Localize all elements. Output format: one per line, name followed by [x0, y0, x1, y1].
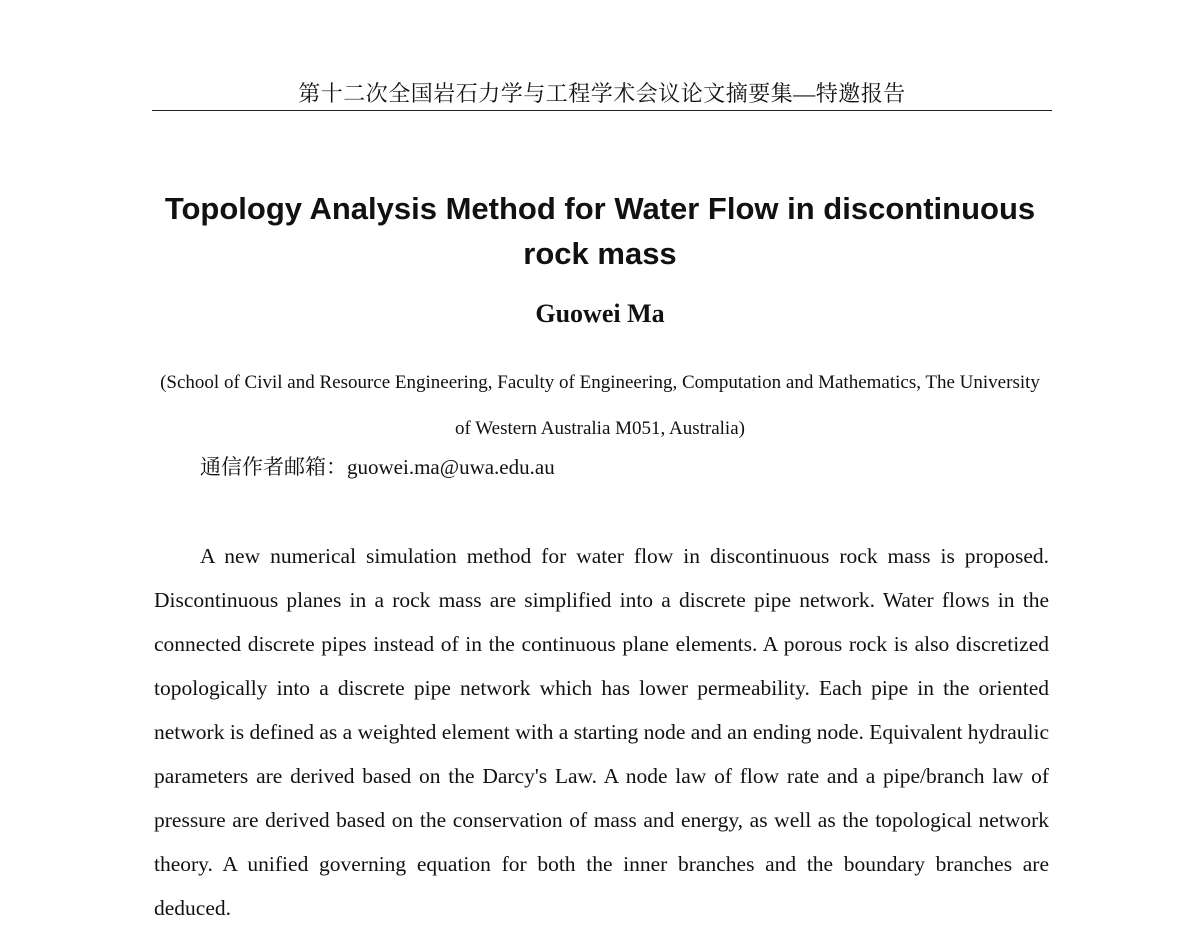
author-name: Guowei Ma — [535, 299, 665, 328]
paper-title: Topology Analysis Method for Water Flow in discontinuous rock mass — [164, 191, 1036, 271]
header-rule — [152, 110, 1052, 111]
email-label: 通信作者邮箱： — [200, 455, 347, 479]
abstract-paragraph: A new numerical simulation method for water flow in discontinuous rock mass is proposed. Discontinuous planes in a rock mass are simplified into a discrete pipe network. Water flows in the connected discrete pipes instead of in the continuous plane elements. A porous rock is also discretized topologically into a discrete pipe network which has lower permeability. Each pipe in the oriented network is defined as a weighted element with a starting node and an ending node. Equivalent hydraulic parameters are derived based on the Darcy's Law. A node law of flow rate and a pipe/branch law of pressure are derived based on the conservation of mass and energy, as well as the topological network theory. A unified governing equation for both the inner branches and the boundary branches are deduced. — [154, 544, 1049, 920]
running-header: 第十二次全国岩石力学与工程学术会议论文摘要集—特邀报告 — [298, 81, 906, 106]
author-affiliation: (School of Civil and Resource Engineering, Faculty of Engineering, Computation and Mathematics, The University of Western Australia M051, Australia) — [160, 372, 1040, 439]
email-address: guowei.ma@uwa.edu.au — [347, 455, 555, 479]
corresponding-email-line — [200, 452, 1000, 482]
